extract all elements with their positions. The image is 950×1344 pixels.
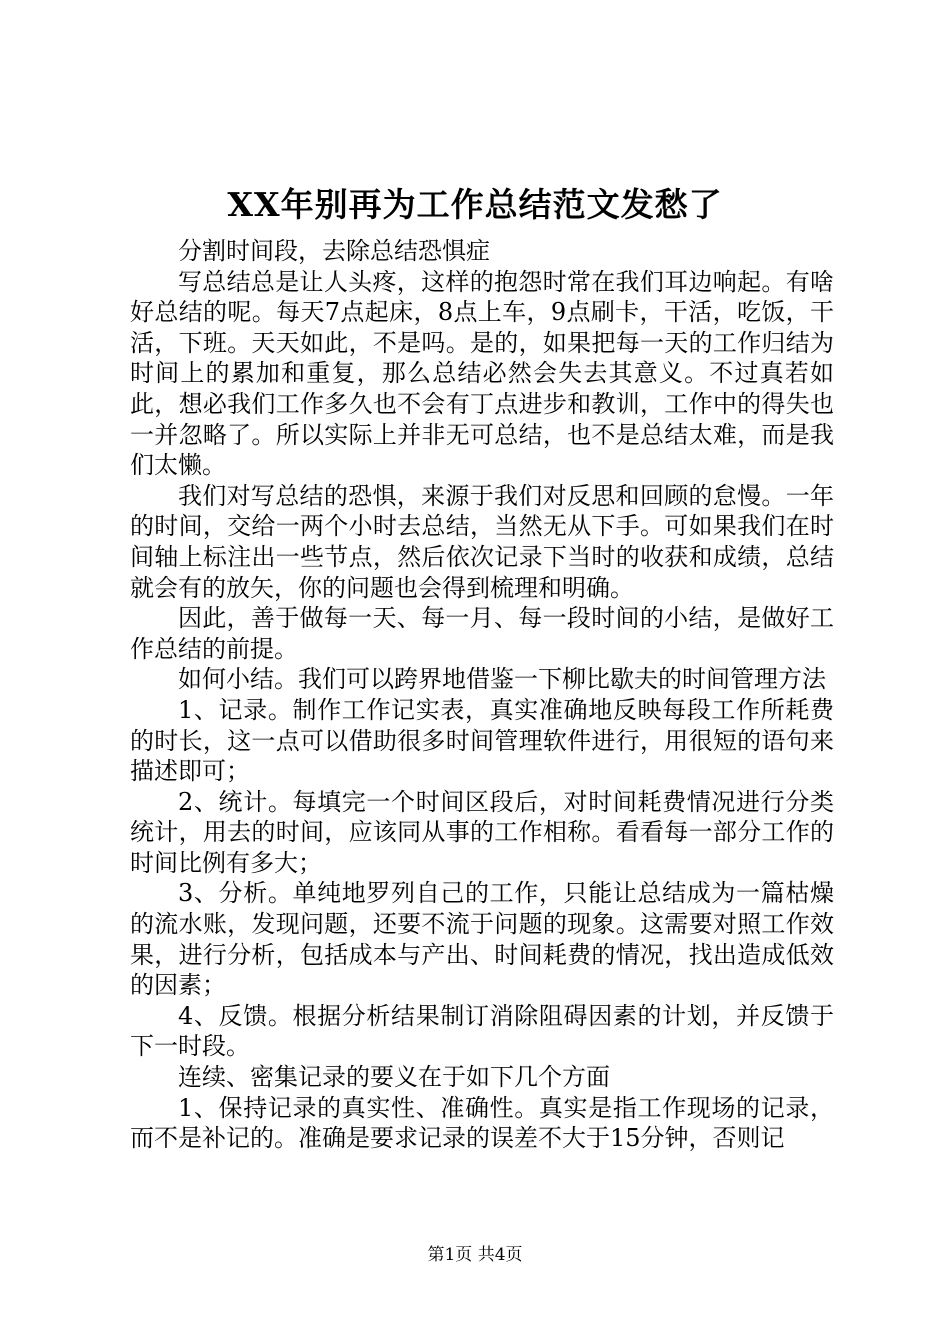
body-paragraph: 连续、密集记录的要义在于如下几个方面 [178, 1063, 610, 1092]
body-paragraph: 我们对写总结的恐惧，来源于我们对反思和回顾的怠慢。一年的时间，交给一两个小时去总结，当然无从下手。可如果我们在时间轴上标注出一些节点，然后依次记录下当时的收获和成绩，总结就会有的放矢，你的问题也会得到梳理和明确。 [130, 481, 834, 602]
body-paragraph: 写总结总是让人头疼，这样的抱怨时常在我们耳边响起。有啥好总结的呢。每天7点起床，8点上车，9点刷卡，干活，吃饭，干活，下班。天天如此，不是吗。是的，如果把每一天的工作归结为时间上的累加和重复，那么总结必然会失去其意义。不过真若如此，想必我们工作多久也不会有丁点进步和教训，工作中的得失也一并忽略了。所以实际上并非无可总结，也不是总结太难，而是我们太懒。 [130, 267, 834, 480]
list-item: 1、记录。制作工作记实表，真实准确地反映每段工作所耗费的时长，这一点可以借助很多时间管理软件进行，用很短的语句来描述即可； [130, 695, 834, 786]
body-paragraph: 如何小结。我们可以跨界地借鉴一下柳比歇夫的时间管理方法 [178, 665, 826, 694]
list-item: 4、反馈。根据分析结果制订消除阻碍因素的计划，并反馈于下一时段。 [130, 1001, 834, 1061]
body-paragraph: 因此，善于做每一天、每一月、每一段时间的小结，是做好工作总结的前提。 [130, 604, 834, 663]
document-title: XX年别再为工作总结范文发愁了 [227, 185, 723, 224]
document-body [130, 236, 834, 1154]
section-heading: 分割时间段，去除总结恐惧症 [178, 237, 490, 265]
page-number-footer: 第1页 共4页 [427, 1245, 523, 1265]
list-item: 3、分析。单纯地罗列自己的工作，只能让总结成为一篇枯燥的流水账，发现问题，还要不流于问题的现象。这需要对照工作效果，进行分析，包括成本与产出、时间耗费的情况，找出造成低效的因素； [130, 879, 834, 1000]
list-item: 1、保持记录的真实性、准确性。真实是指工作现场的记录，而不是补记的。准确是要求记录的误差不大于15分钟，否则记 [130, 1093, 834, 1153]
list-item: 2、统计。每填完一个时间区段后，对时间耗费情况进行分类统计，用去的时间，应该同从事的工作相称。看看每一部分工作的时间比例有多大； [130, 787, 834, 877]
